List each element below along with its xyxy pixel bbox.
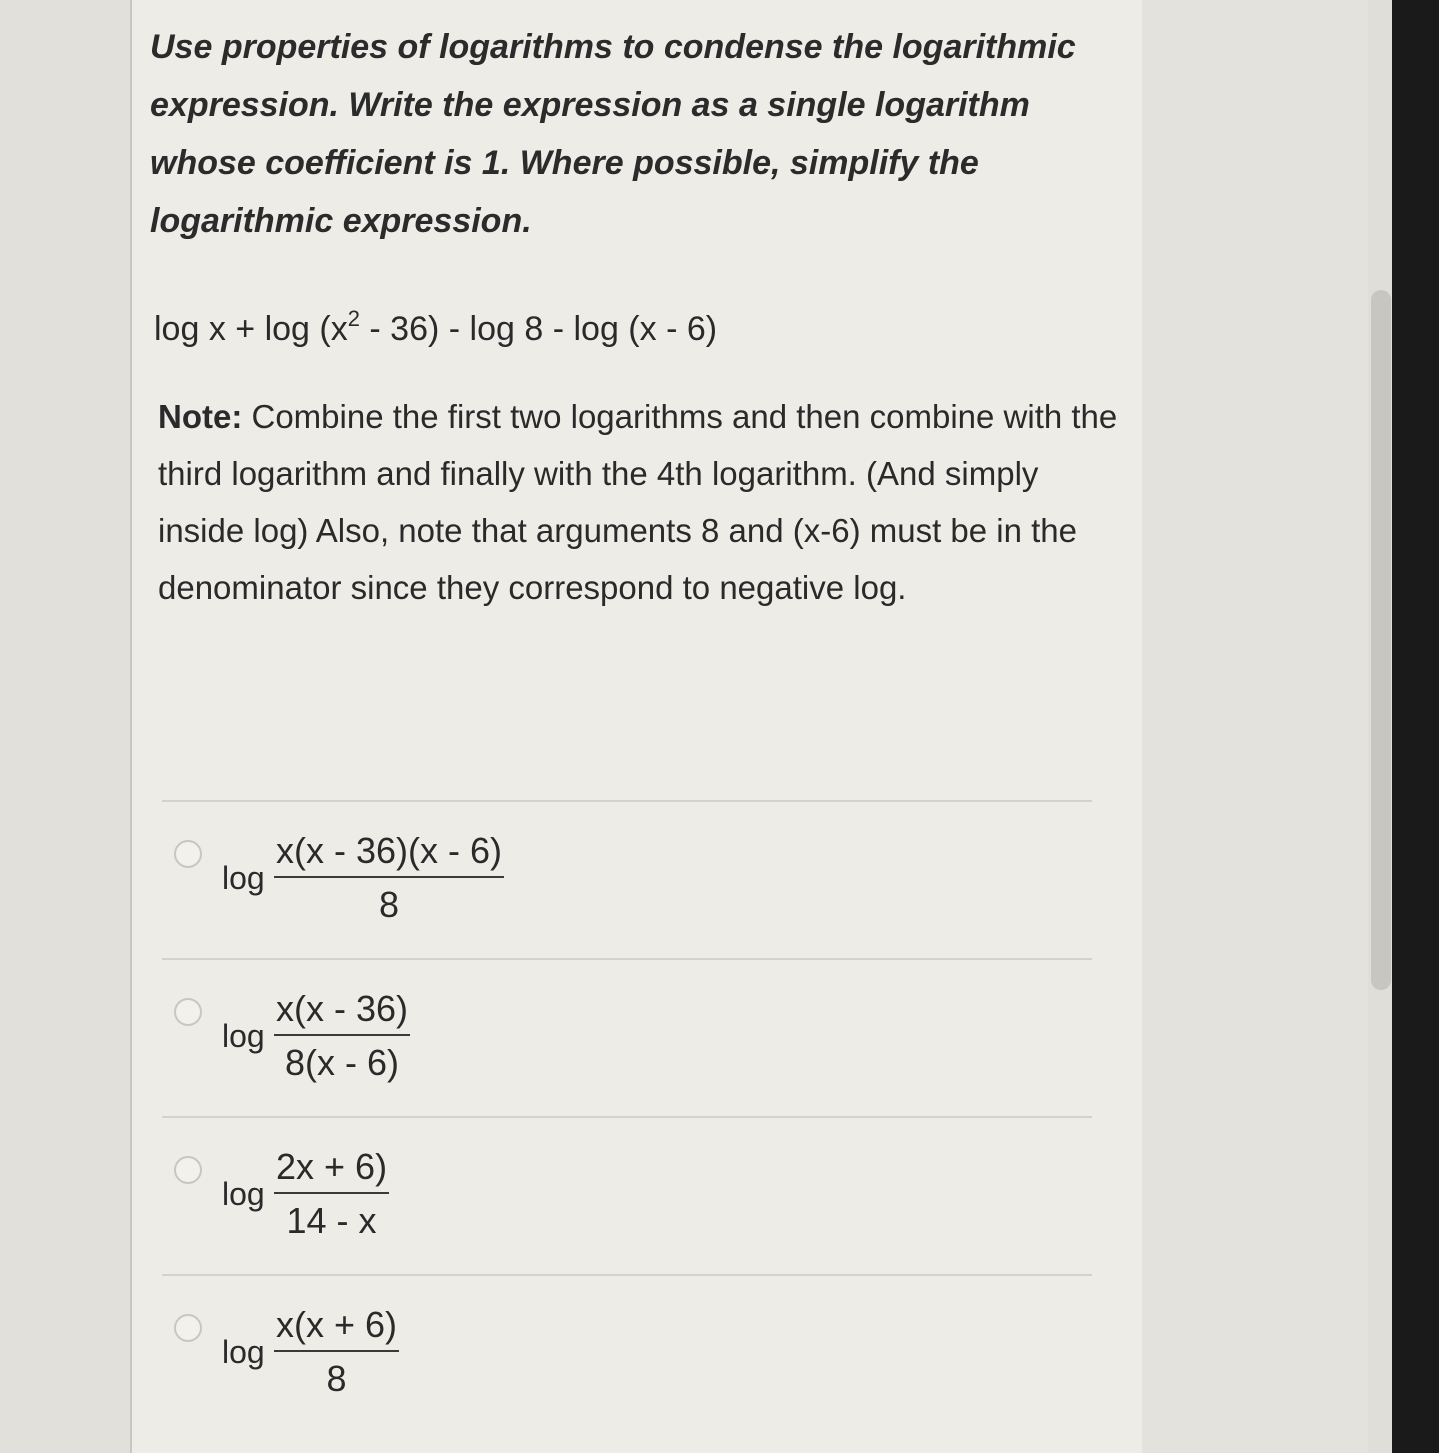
answer-option-a[interactable] [162, 800, 1092, 958]
fraction [274, 1146, 389, 1242]
log-label: log [222, 860, 265, 896]
denominator: 8 [326, 1358, 347, 1399]
log-label: log [222, 1334, 265, 1370]
log-label: log [222, 1018, 265, 1054]
fraction [274, 830, 504, 926]
log-label: log [222, 1176, 265, 1212]
numerator: x(x + 6) [274, 1304, 399, 1352]
expression-part-2: - 36) - log 8 - log (x - 6) [359, 310, 718, 348]
note-label: Note: [158, 398, 243, 435]
numerator: x(x - 36) [274, 988, 410, 1036]
left-margin [0, 0, 130, 1453]
numerator: 2x + 6) [274, 1146, 389, 1194]
expression-part-1: log x + log (x [154, 310, 348, 348]
note-text [158, 388, 1118, 616]
answer-option-b[interactable] [162, 958, 1092, 1116]
denominator: 14 - x [286, 1200, 377, 1241]
denominator: 8 [378, 884, 400, 925]
radio-button-a[interactable] [174, 840, 202, 868]
fraction [274, 1304, 399, 1400]
radio-button-c[interactable] [174, 1156, 202, 1184]
fraction [274, 988, 410, 1084]
right-margin [1142, 0, 1390, 1453]
note-body: Combine the first two logarithms and then combine with the third logarithm and finally with the 4th logarithm. (And simply inside log) Also, note that arguments 8 and (x-6) must be in the denominator since they correspond to negative log. [158, 398, 1118, 606]
denominator: 8(x - 6) [285, 1042, 400, 1083]
answer-options [162, 800, 1092, 1432]
screen-bezel [1392, 0, 1439, 1453]
scrollbar-thumb[interactable] [1371, 290, 1391, 990]
question-instruction: Use properties of logarithms to condense the logarithmic expression. Write the expression as a single logarithm whose coefficient is 1. Where possible, simplify the logarithmic expression. [150, 28, 1076, 240]
answer-option-d[interactable] [162, 1274, 1092, 1432]
answer-option-c[interactable] [162, 1116, 1092, 1274]
numerator: x(x - 36)(x - 6) [274, 830, 504, 878]
log-expression [154, 306, 717, 349]
expression-exponent: 2 [347, 306, 360, 331]
radio-button-b[interactable] [174, 998, 202, 1026]
question-card [130, 0, 1144, 1453]
radio-button-d[interactable] [174, 1314, 202, 1342]
